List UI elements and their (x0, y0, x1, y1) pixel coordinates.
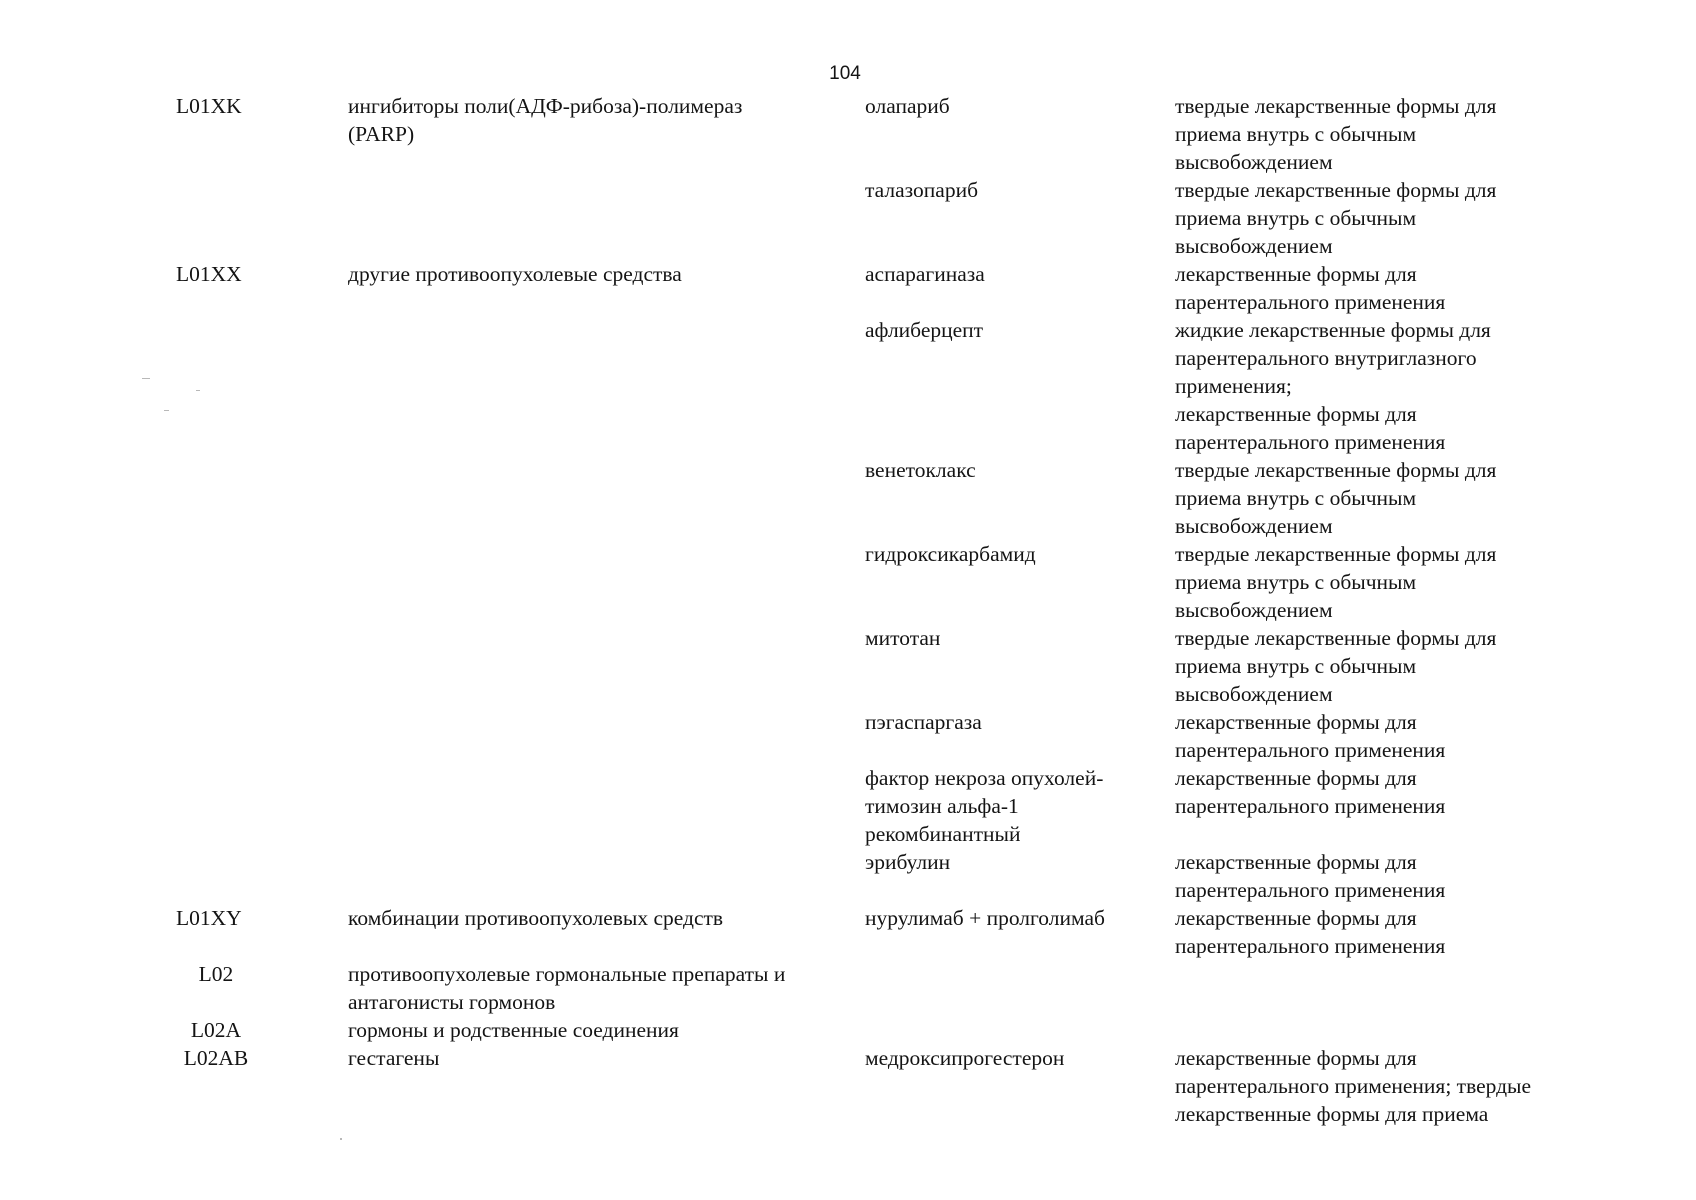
table-row (0, 176, 1696, 260)
dosage-form: лекарственные формы для парентерального применения; твердые лекарственные формы для приема (1175, 1046, 1532, 1126)
table-row (0, 904, 1696, 960)
atc-code-text: L02A (190, 1018, 242, 1042)
drug-name: эрибулин (865, 850, 951, 874)
drug-name: пэгаспаргаза (865, 710, 982, 734)
atc-code (0, 960, 320, 988)
drug-name: венетоклакс (865, 458, 976, 482)
table-row (0, 764, 1696, 848)
table-row (0, 1044, 1696, 1128)
atc-code: L01XX (176, 262, 242, 286)
anatomical-therapeutic-group: ингибиторы поли(АДФ-рибоза)-полимераз (PARP) (348, 94, 743, 146)
table-row (0, 456, 1696, 540)
dosage-form: лекарственные формы для парентерального применения (1175, 262, 1446, 314)
dosage-form: твердые лекарственные формы для приема внутрь с обычным высвобождением (1175, 94, 1497, 174)
table-row (0, 960, 1696, 1016)
dosage-form: лекарственные формы для парентерального применения (1175, 906, 1446, 958)
drug-name: олапариб (865, 94, 950, 118)
atc-code: L01XY (176, 906, 242, 930)
drug-name: медроксипрогестерон (865, 1046, 1065, 1070)
drug-name: гидроксикарбамид (865, 542, 1036, 566)
table-row (0, 260, 1696, 316)
page-number: 104 (829, 63, 861, 84)
drug-name: фактор некроза опухолей- тимозин альфа-1 рекомбинантный (865, 766, 1104, 846)
dosage-form: жидкие лекарственные формы для парентерального внутриглазного применения; лекарственные формы для парентерального применения (1175, 318, 1491, 454)
atc-code-text: L02 (198, 962, 234, 986)
table-row (0, 316, 1696, 456)
scan-speck (164, 410, 169, 411)
dosage-form: лекарственные формы для парентерального применения (1175, 710, 1446, 762)
table-row (0, 540, 1696, 624)
table-row (0, 1016, 1696, 1044)
atc-code: L01XK (176, 94, 242, 118)
table-row (0, 92, 1696, 176)
scan-speck (142, 378, 150, 379)
dosage-form: лекарственные формы для парентерального применения (1175, 850, 1446, 902)
drug-name: талазопариб (865, 178, 979, 202)
table-row (0, 848, 1696, 904)
anatomical-therapeutic-group: другие противоопухолевые средства (348, 262, 682, 286)
drug-classification-table (0, 92, 1696, 1128)
anatomical-therapeutic-group: противоопухолевые гормональные препараты и антагонисты гормонов (348, 962, 786, 1014)
atc-code-text: L02AB (183, 1046, 249, 1070)
scan-speck (340, 1138, 342, 1140)
table-row (0, 708, 1696, 764)
dosage-form: твердые лекарственные формы для приема внутрь с обычным высвобождением (1175, 458, 1497, 538)
scan-speck (196, 390, 200, 391)
atc-code (0, 1044, 320, 1072)
dosage-form: твердые лекарственные формы для приема внутрь с обычным высвобождением (1175, 542, 1497, 622)
dosage-form: твердые лекарственные формы для приема внутрь с обычным высвобождением (1175, 178, 1497, 258)
atc-code (0, 1016, 320, 1044)
drug-name: нурулимаб + пролголимаб (865, 906, 1105, 930)
table-row (0, 624, 1696, 708)
drug-name: аспарагиназа (865, 262, 985, 286)
dosage-form: твердые лекарственные формы для приема внутрь с обычным высвобождением (1175, 626, 1497, 706)
dosage-form: лекарственные формы для парентерального применения (1175, 766, 1446, 818)
drug-name: афлиберцепт (865, 318, 984, 342)
anatomical-therapeutic-group: гестагены (348, 1046, 440, 1070)
drug-name: митотан (865, 626, 941, 650)
anatomical-therapeutic-group: комбинации противоопухолевых средств (348, 906, 724, 930)
anatomical-therapeutic-group: гормоны и родственные соединения (348, 1018, 679, 1042)
